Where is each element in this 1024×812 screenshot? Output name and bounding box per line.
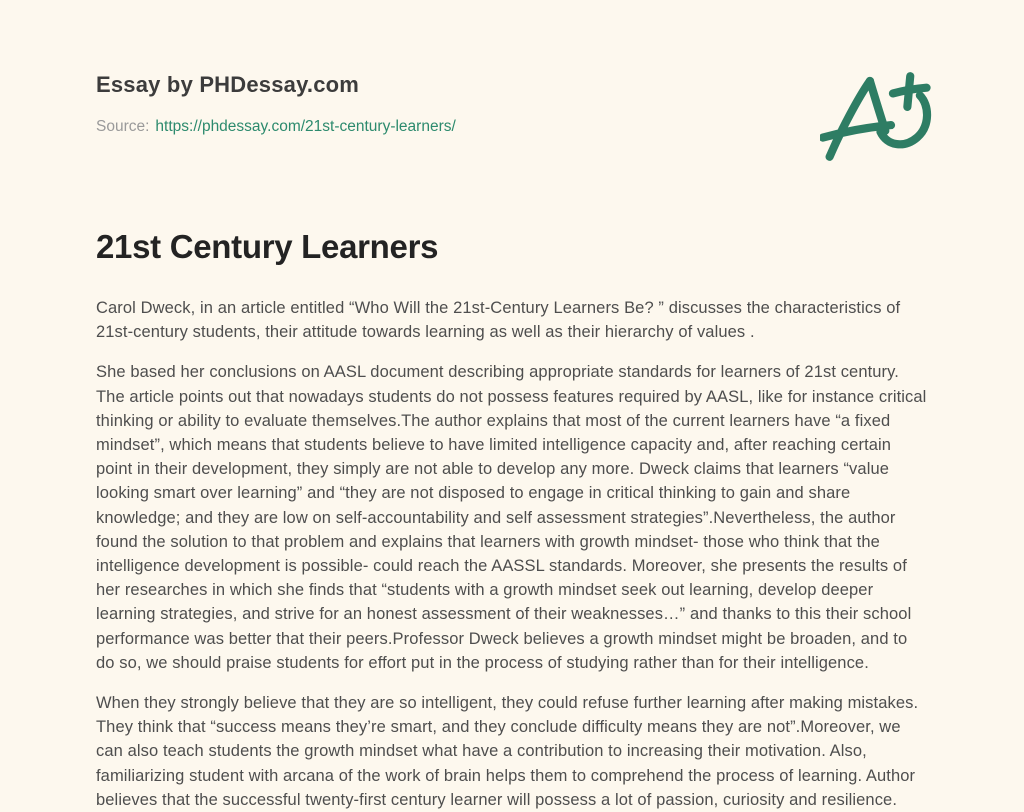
aplus-logo-icon (820, 70, 940, 162)
header-text-block (96, 72, 456, 136)
essay-paragraphs (96, 296, 928, 812)
essay-paragraph-2: She based her conclusions on AASL document describing appropriate standards for learners of 21st century. The article points out that nowadays students do not possess features required by AASL, like for instance critical thinking or ability to evaluate themselves.The author explains that most of the current learners have “a fixed mindset”, which means that students believe to have limited intelligence capacity and, after reaching certain point in their development, they simply are not able to develop any more. Dweck claims that learners “value looking smart over learning” and “they are not disposed to engage in critical thinking to gain and share knowledge; and they are low on self-accountability and self assessment strategies”.Nevertheless, the author found the solution to that problem and explains that learners with growth mindset- those who think that the intelligence development is possible- could reach the AASSL standards. Moreover, she presents the results of her researches in which she finds that “students with a growth mindset seek out learning, develop deeper learning strategies, and strive for an honest assessment of their weaknesses…” and thanks to this their school performance was better that their peers.Professor Dweck believes a growth mindset might be broaden, and to do so, we should praise students for effort put in the process of studying rather than for their intelligence. (96, 363, 927, 672)
page-header (96, 72, 928, 162)
essay-title: 21st Century Learners (96, 228, 439, 265)
essay-paragraph-3: When they strongly believe that they are so intelligent, they could refuse further learning after making mistakes. They think that “success means they’re smart, and they conclude difficulty means they are not”.Moreover, we can also teach students the growth mindset what have a contribution to increasing their motivation. Also, familiarizing student with arcana of the work of brain helps them to comprehend the process of learning. Author believes that the successful twenty-first century learner will possess a lot of passion, curiosity and resilience. (96, 694, 919, 809)
byline: Essay by PHDessay.com (96, 72, 360, 97)
source-label: Source: (96, 118, 150, 135)
essay-content (96, 228, 928, 812)
essay-paragraph-1: Carol Dweck, in an article entitled “Who Will the 21st-Century Learners Be? ” discusses the characteristics of 21st-century students, their attitude towards learning as well as their hierarchy of values . (96, 299, 901, 342)
source-link[interactable]: https://phdessay.com/21st-century-learners/ (155, 118, 456, 135)
source-line (96, 118, 456, 136)
